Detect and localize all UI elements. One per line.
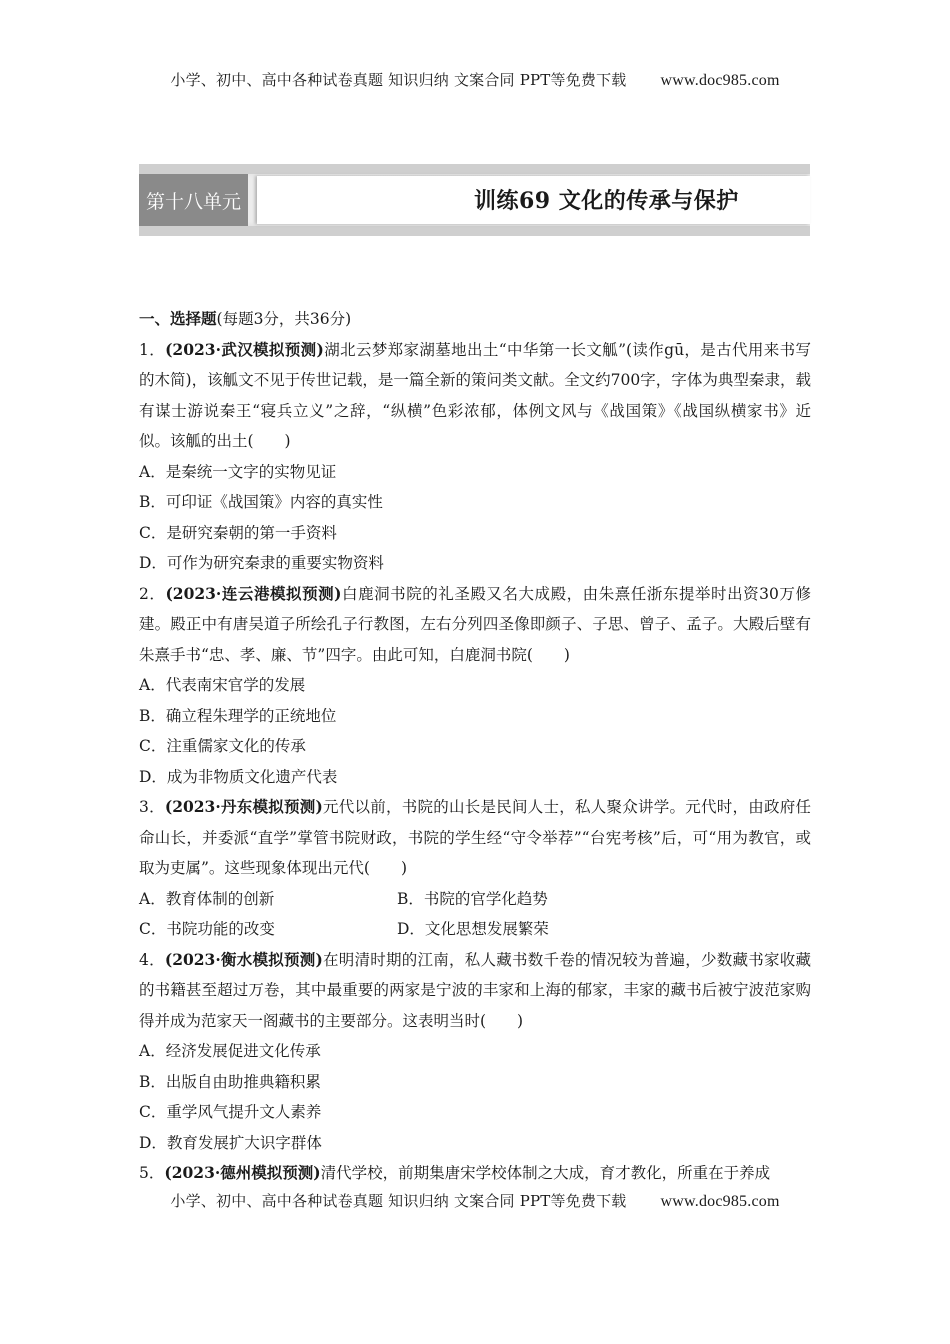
option-a[interactable]: A．教育体制的创新 [139, 889, 275, 908]
header-url[interactable]: www.doc985.com [660, 72, 780, 89]
option-a[interactable]: A．经济发展促进文化传承 [139, 1042, 321, 1060]
page-title: 训练69 文化的传承与保护 [474, 188, 739, 214]
question-4 [139, 945, 811, 1159]
header-text: 小学、初中、高中各种试卷真题 知识归纳 文案合同 PPT等免费下载 [170, 71, 627, 89]
option-b[interactable]: B．确立程朱理学的正统地位 [139, 706, 337, 725]
question-source: (2023·衡水模拟预测) [164, 949, 323, 969]
option-b[interactable]: B．出版自由助推典籍积累 [139, 1072, 321, 1091]
unit-label: 第十八单元 [139, 174, 248, 226]
option-d[interactable]: D．成为非物质文化遗产代表 [139, 767, 338, 786]
question-5 [139, 1158, 811, 1189]
option-c[interactable]: C．书院功能的改变 [139, 920, 275, 938]
unit-banner [139, 164, 810, 236]
question-stem: 元代以前，书院的山长是民间人士，私人聚众讲学。元代时，由政府任命山长，并委派“直学”掌管书院财政，书院的学生经“守令举荐”“台宪考核”后，可“用为教官，或取为吏属”。这些现象体现出元代( ) [139, 798, 811, 877]
section-label: 一、选择题 [139, 309, 217, 328]
question-1 [139, 335, 811, 579]
question-source: (2023·武汉模拟预测) [165, 339, 324, 359]
question-number: 2． [139, 584, 166, 603]
question-number: 1． [139, 340, 166, 359]
question-content [139, 304, 811, 1189]
option-b[interactable]: B．书院的官学化趋势 [397, 889, 548, 908]
question-stem: 白鹿洞书院的礼圣殿又名大成殿，由朱熹任浙东提举时出资30万修建。殿正中有唐吴道子所绘孔子行教图，左右分列四圣像即颜子、子思、曾子、孟子。大殿后壁有朱熹手书“忠、孝、廉、节”四字。由此可知，白鹿洞书院( ) [139, 584, 811, 664]
question-2 [139, 579, 811, 793]
footer-text: 小学、初中、高中各种试卷真题 知识归纳 文案合同 PPT等免费下载 [170, 1192, 627, 1210]
question-source: (2023·连云港模拟预测) [165, 583, 342, 603]
option-c[interactable]: C．注重儒家文化的传承 [139, 737, 306, 755]
question-number: 3． [139, 798, 165, 816]
option-b[interactable]: B．可印证《战国策》内容的真实性 [139, 493, 383, 511]
page-footer [0, 1190, 950, 1211]
section-note: (每题3分，共36分) [216, 310, 352, 328]
option-a[interactable]: A．代表南宋官学的发展 [139, 676, 306, 694]
question-number: 4． [139, 950, 165, 969]
option-a[interactable]: A．是秦统一文字的实物见证 [139, 462, 337, 481]
option-d[interactable]: D．文化思想发展繁荣 [397, 920, 549, 938]
section-heading [139, 304, 811, 335]
question-stem: 在明清时期的江南，私人藏书数千卷的情况较为普遍，少数藏书家收藏的书籍甚至超过万卷，其中最重要的两家是宁波的丰家和上海的郁家，丰家的藏书后被宁波范家购得并成为范家天一阁藏书的主要部分。这表明当时( ) [139, 950, 811, 1030]
title-box [257, 176, 810, 224]
question-stem: 清代学校，前期集唐宋学校体制之大成，育才教化，所重在于养成 [320, 1164, 771, 1182]
option-c[interactable]: C．重学风气提升文人素养 [139, 1103, 322, 1121]
option-c[interactable]: C．是研究秦朝的第一手资料 [139, 523, 337, 542]
option-d[interactable]: D．可作为研究秦隶的重要实物资料 [139, 554, 384, 572]
question-stem: 湖北云梦郑家湖墓地出土“中华第一长文觚”(读作gū，是古代用来书写的木简)，该觚文不见于传世记载，是一篇全新的策问类文献。全文约700字，字体为典型秦隶，载有谋士游说秦王“寝兵立义”之辞，“纵横”色彩浓郁，体例文风与《战国策》《战国纵横家书》近似。该觚的出土( ) [139, 340, 811, 450]
question-3 [139, 792, 811, 945]
question-number: 5． [139, 1164, 165, 1182]
question-source: (2023·丹东模拟预测) [164, 797, 323, 816]
option-d[interactable]: D．教育发展扩大识字群体 [139, 1133, 322, 1152]
question-source: (2023·德州模拟预测) [164, 1163, 321, 1182]
footer-url[interactable]: www.doc985.com [660, 1193, 780, 1210]
page-header [0, 69, 950, 90]
